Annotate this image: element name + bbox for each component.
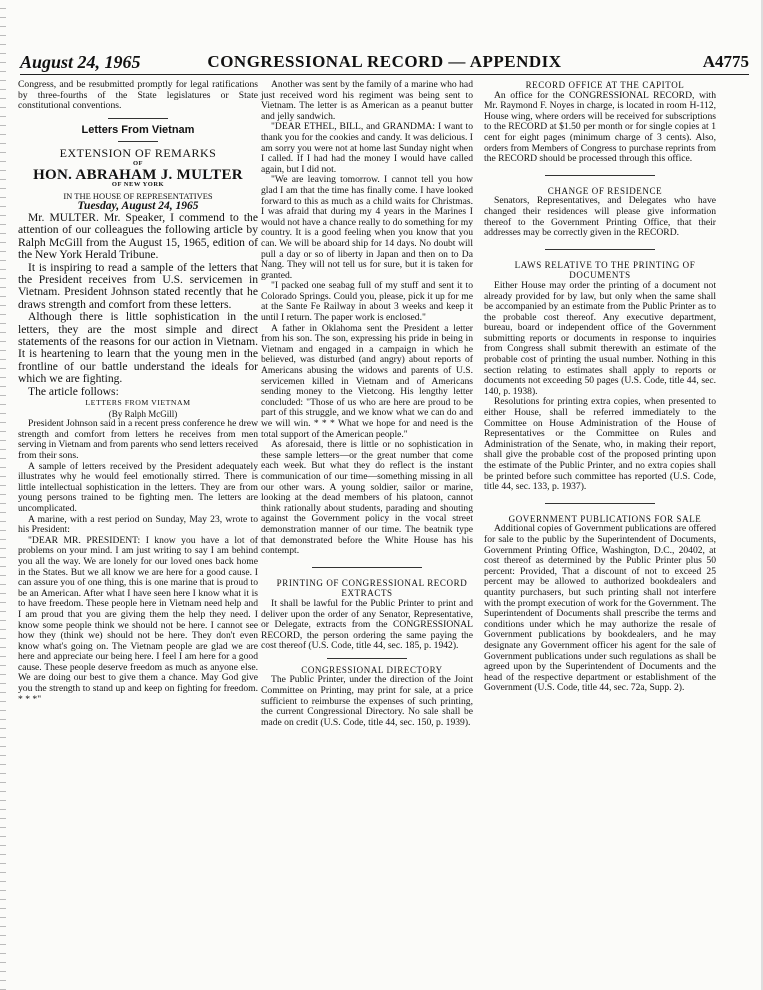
section-title: CHANGE OF RESIDENCE xyxy=(547,185,663,196)
speech-date: Tuesday, August 24, 1965 xyxy=(77,200,199,213)
section-title: PRINTING OF CONGRESSIONAL RECORD EXTRACTS xyxy=(276,577,468,599)
paragraph: An office for the CONGRESSIONAL RECORD, with Mr. Raymond F. Noyes in charge, is located in room H-112, House wing, where orders will be received for subscriptions to the RECORD at $1.50 per month or for single copies at 1 cent for eight pages (minimum charge of 3 cents). Also, orders from Members of Congress to purchase reprints from the RECORD should be processed through this office. xyxy=(484,89,716,165)
paragraph: Although there is little sophistication in the letters, they are the most simple and direct statements of the reasons for our action in Vietnam. It is heartening to learn that the young men in the frontline of our battle understand the ideals for which we are fighting. xyxy=(18,310,258,386)
paragraph: Resolutions for printing extra copies, when presented to either House, shall be referred immediately to the Committee on House Administration of the House of Representatives or the Committee on Rules and Administration of the Senate, who, in making their report, shall give the probable cost of the proposed printing upon the estimate of the Public Printer, and no extra copies shall be printed before such committee has reported (U.S. Code, title 44, sec. 133, p. 1937). xyxy=(484,396,716,493)
paragraph: As aforesaid, there is little or no sophistication in these sample letters—or the great number that come each week. But what they do reflect is the instant communication of our time—something missing in all our other wars. A young soldier, sailor or marine, looking at the dead members of his platoon, cannot think rationally about students, parading and shouting against the Government policy in the vocal street demonstration manner of our time. The beatnik type that demonstrated before the White House has his contempt. xyxy=(261,439,473,557)
byline: (By Ralph McGill) xyxy=(108,408,178,419)
page-header xyxy=(20,52,749,75)
column-2 xyxy=(261,80,473,728)
header-title: CONGRESSIONAL RECORD — APPENDIX xyxy=(207,52,562,71)
paragraph: Mr. MULTER. Mr. Speaker, I commend to the attention of our colleagues the following article by Ralph McGill from the August 15, 1965, edition of the New York Herald Tribune. xyxy=(18,210,258,262)
divider xyxy=(545,175,655,176)
letter-quote: "We are leaving tomorrow. I cannot tell you how glad I am that the time has finally come. I have looked forward to this as much as a child waits for Christmas. I was afraid that during my 4 years in the Marines I would not have a chance really to do something for my country. It is a good feeling when you know that you can. We will be aboard ship for 14 days. No doubt will pull a day or so of liberty in Japan and then on to Da Nang. They will not tell us for sure, but it is taken for granted. xyxy=(261,174,473,281)
paragraph: A sample of letters received by the President adequately illustrates why he would feel emotionally stirred. There is little intellectual sophistication in the letters. They are from young persons trained to be fighting men. The letters are uncomplicated. xyxy=(18,460,258,514)
column-1 xyxy=(18,80,258,705)
letter-quote: "DEAR MR. PRESIDENT: I know you have a lot of problems on your mind. I am just writing to say I am behind you all the way. We are lonely for our loved ones back home in the States. But we all know we are here for a good cause. I can assure you of one thing, this is one marine that is proud to be an American. After what I have seen here I know what it is to have freedom. These people here in Vietnam need help and I am proud that you are giving them the help they need. I know some people think we should not be here. I cannot see how they (think we) should not be here. They don't even know what's going on. The Vietnam people are glad we are here and appreciate our being here. I feel I am here for a good cause. These people deserve freedom as much as anyone else. We are doing our best to give them a chance. May God give you the strength to stand up and keep on fighting for freedom. * * *" xyxy=(18,534,258,705)
header-date: August 24, 1965 xyxy=(20,52,141,72)
paragraph: The article follows: xyxy=(28,384,119,398)
divider xyxy=(545,503,655,504)
letter-quote: "DEAR ETHEL, BILL, and GRANDMA: I want to thank you for the cookies and candy. It was delicious. I am sorry you were not at home last Sunday night when I called. If I had had the money I would have called again, but I did not. xyxy=(261,121,473,175)
section-title: RECORD OFFICE AT THE CAPITOL xyxy=(525,80,685,90)
paragraph: Either House may order the printing of a document not already provided for by law, but only when the same shall be accompanied by an estimate from the Public Printer as to the probable cost thereof. Any executive department, bureau, board or independent office of the Government submitting reports or documents in response to inquiries from Congress shall submit therewith an estimate of the probable cost of printing the usual number. Nothing in this section relating to estimates shall apply to reports or documents not exceeding 50 pages (U.S. Code, title 44, sec. 140, p. 1938). xyxy=(484,279,716,397)
article-subtitle: LETTERS FROM VIETNAM xyxy=(85,398,191,408)
article-title: Letters From Vietnam xyxy=(81,123,195,136)
paragraph: It shall be lawful for the Public Printer to print and deliver upon the order of any Senator, Representative, or Delegate, extracts from the CONGRESSIONAL RECORD, the person ordering the same paying the cost thereof (U.S. Code, title 44, sec. 185, p. 1942). xyxy=(261,597,473,652)
divider xyxy=(312,567,422,568)
speaker-state: OF NEW YORK xyxy=(111,181,165,189)
section-title: GOVERNMENT PUBLICATIONS FOR SALE xyxy=(508,513,702,524)
intro-paragraph: Congress, and be resubmitted promptly for legal ratifications by three-fourths of the State legislatures or State constitutional conventions. xyxy=(18,79,258,112)
paragraph: Senators, Representatives, and Delegates who have changed their residences will please give information thereof to the Government Printing Office, that their addresses may be correctly given in the RECORD. xyxy=(484,195,716,239)
scan-edge xyxy=(0,0,6,990)
paragraph: Additional copies of Government publications are offered for sale to the public by the Superintendent of Documents, Government Printing Office, Washington, D.C., 20402, at cost thereof as determined by the Public Printer plus 50 percent: Provided, That a discount of not to exceed 25 percent may be allowed to authorized bookdealers and quantity purchasers, but such printing shall not interfere with the prompt execution of work for the Government. The Superintendent of Documents shall prescribe the terms and conditions under which he may authorize the resale of Government publications by bookdealers, and he may designate any Government officer his agent for the sale of Government publications under such regulations as shall be agreed upon by the Superintendent of Documents and the head of the respective department or establishment of the Government (U.S. Code, title 44, sec. 72a, Supp. 2). xyxy=(484,523,717,694)
paragraph: A marine, with a rest period on Sunday, May 23, wrote to his President: xyxy=(18,513,258,536)
paragraph: A father in Oklahoma sent the President a letter from his son. The son, expressing his pride in being in Vietnam and engaged in a campaign in which he believed, was disturbed (and angry) about reports of Americans abusing the widows and parents of U.S. servicemen killed in Vietnam and of Americans sending money to the Vietcong. His lengthy letter concluded: "Those of us who are here are proud to be part of this struggle, and we know what we can do and we will win. * * * What we hope for and need is the total support of the American people." xyxy=(261,322,473,440)
section-title: CONGRESSIONAL DIRECTORY xyxy=(301,664,443,675)
divider xyxy=(545,249,655,250)
divider xyxy=(108,118,168,119)
paragraph: The Public Printer, under the direction of the Joint Committee on Printing, may print for sale, at a price sufficient to reimburse the expenses of such printing, the current Congressional Directory. No sale shall be made on credit (U.S. Code, title 44, sec. 150, p. 1939). xyxy=(261,674,473,728)
letter-quote: "I packed one seabag full of my stuff and sent it to Colorado Springs. Could you, please, pick it up for me at the Sante Fe Railway in about 3 weeks and keep it until I return. The paper work is enclosed." xyxy=(261,280,473,324)
paragraph: It is inspiring to read a sample of the letters that the President receives from U.S. servicemen in Vietnam. President Johnson stated recently that he draws strength and comfort from these letters. xyxy=(18,260,258,311)
header-page-number: A4775 xyxy=(702,52,749,71)
paragraph: Another was sent by the family of a marine who had just received word his regiment was being sent to Vietnam. The letter is as American as a peanut butter and jelly sandwich. xyxy=(261,79,473,122)
of-label: OF xyxy=(132,159,144,167)
divider xyxy=(118,141,158,142)
speaker-name: HON. ABRAHAM J. MULTER xyxy=(33,166,243,183)
column-3 xyxy=(484,80,716,694)
section-title: LAWS RELATIVE TO THE PRINTING OF DOCUMENTS xyxy=(514,259,696,281)
paragraph: President Johnson said in a recent press conference he drew strength and comfort from letters he receives from men serving in Vietnam and from parents who send letters received from their sons. xyxy=(18,418,258,461)
chamber-label: IN THE HOUSE OF REPRESENTATIVES xyxy=(63,190,213,201)
divider xyxy=(327,658,407,659)
extension-heading: EXTENSION OF REMARKS xyxy=(59,146,217,161)
